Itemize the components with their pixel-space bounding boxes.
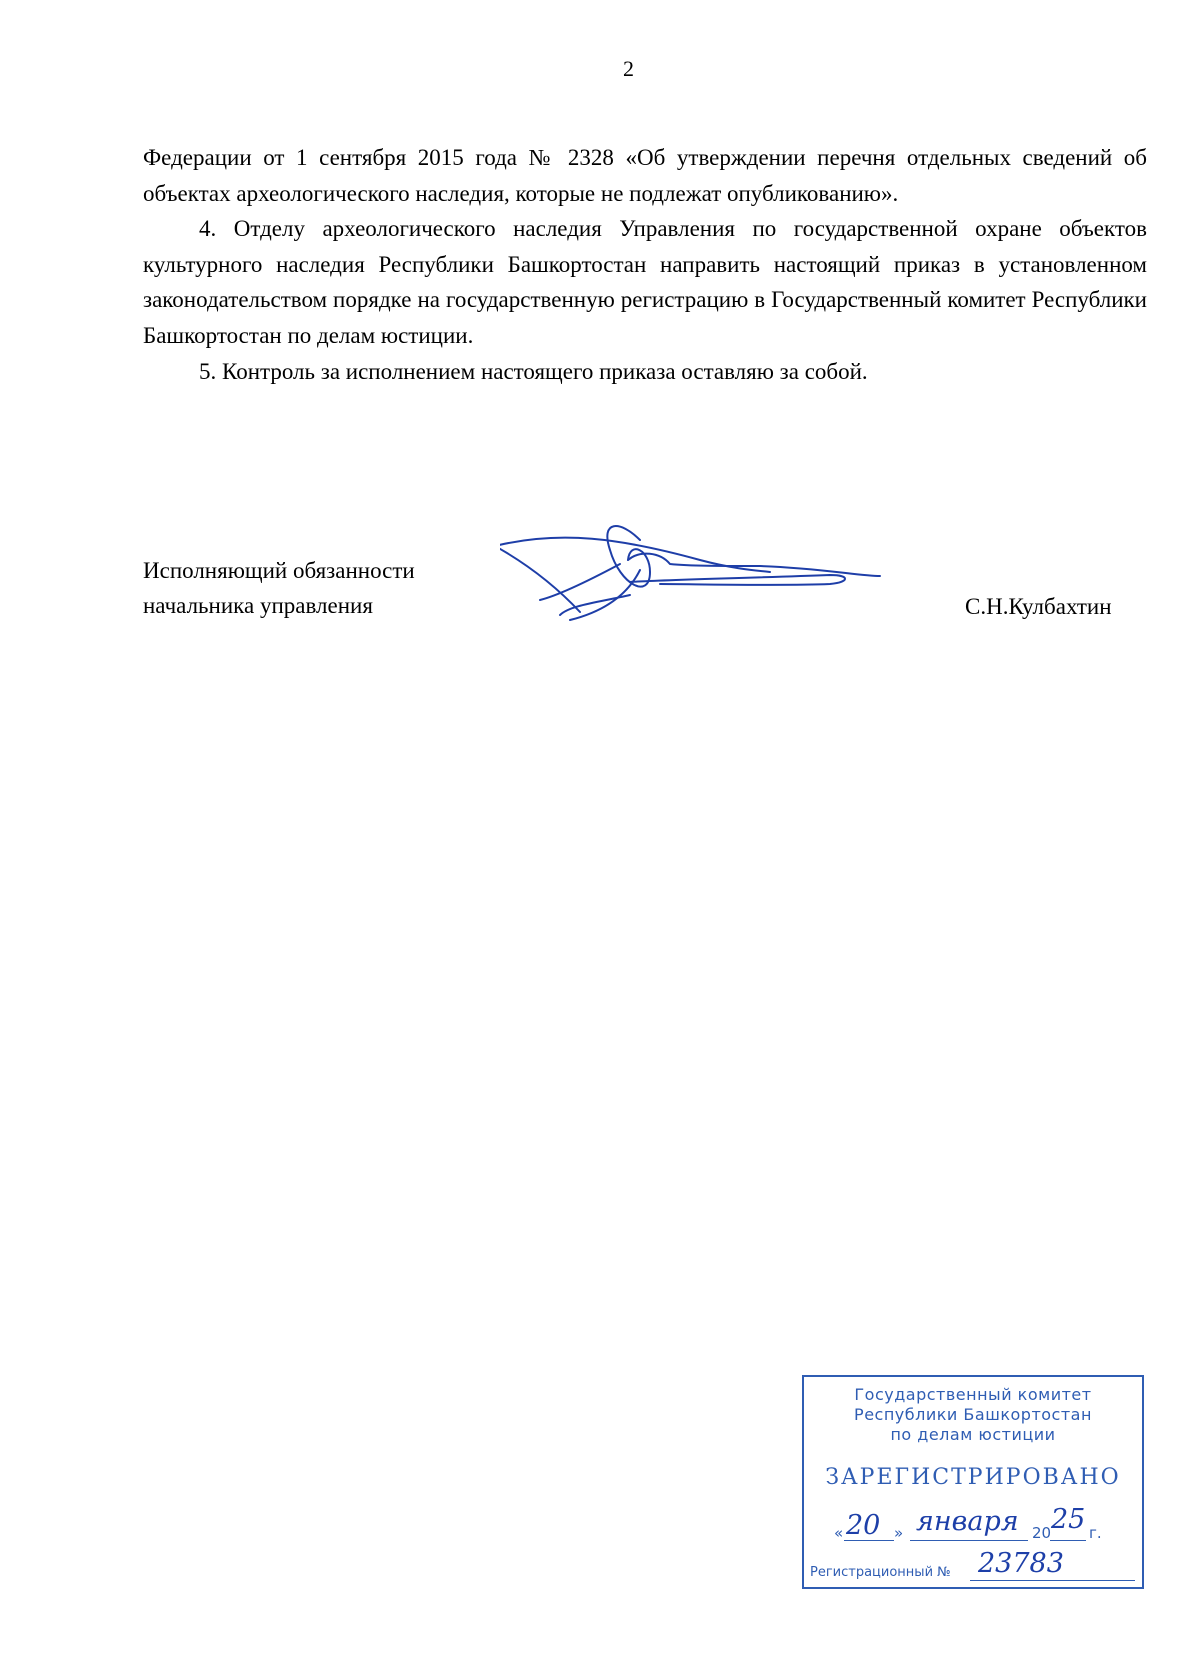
- date-month-underline: [910, 1540, 1028, 1541]
- reg-number-underline: [970, 1580, 1135, 1581]
- handwritten-signature: [500, 520, 900, 640]
- paragraph-continuation: Федерации от 1 сентября 2015 года № 2328 «Об утверждении перечня отдельных сведений об объектах археологического наследия, которые не подлежат опубликованию».: [143, 145, 1147, 206]
- date-year-underline: [1050, 1540, 1086, 1541]
- page-number: 2: [623, 56, 634, 81]
- date-year-prefix: 20: [1032, 1524, 1052, 1542]
- stamp-authority: [804, 1385, 1142, 1445]
- date-year-suffix: 25: [1051, 1504, 1086, 1535]
- signer-title-line-2: начальника управления: [143, 593, 373, 618]
- date-day: 20: [846, 1510, 881, 1541]
- stamp-status: ЗАРЕГИСТРИРОВАНО: [825, 1465, 1121, 1490]
- document-body: [143, 140, 1147, 389]
- date-close-quote: »: [894, 1524, 904, 1542]
- reg-number-value: 23783: [978, 1548, 1064, 1579]
- signer-name: С.Н.Кулбахтин: [965, 594, 1112, 619]
- registration-stamp: [802, 1375, 1144, 1589]
- date-open-quote: «: [834, 1524, 844, 1542]
- date-day-underline: [844, 1540, 894, 1541]
- stamp-authority-line-1: Государственный комитет: [854, 1385, 1092, 1404]
- paragraph-item-5: 5. Контроль за исполнением настоящего приказа оставляю за собой.: [199, 358, 868, 384]
- stamp-authority-line-2: Республики Башкортостан: [854, 1405, 1092, 1424]
- stamp-date: [804, 1504, 1142, 1552]
- signer-title: [143, 553, 415, 623]
- stamp-authority-line-3: по делам юстиции: [890, 1425, 1056, 1444]
- paragraph-item-4: 4. Отделу археологического наследия Управления по государственной охране объектов культурного наследия Республики Башкортостан направить настоящий приказ в установленном законодательством порядке на государственную регистрацию в Государственный комитет Республики Башкортостан по делам юстиции.: [143, 216, 1147, 348]
- date-year-unit: г.: [1089, 1524, 1102, 1542]
- date-month: января: [916, 1506, 1019, 1537]
- reg-number-label: Регистрационный №: [810, 1565, 951, 1580]
- signer-title-line-1: Исполняющий обязанности: [143, 558, 415, 583]
